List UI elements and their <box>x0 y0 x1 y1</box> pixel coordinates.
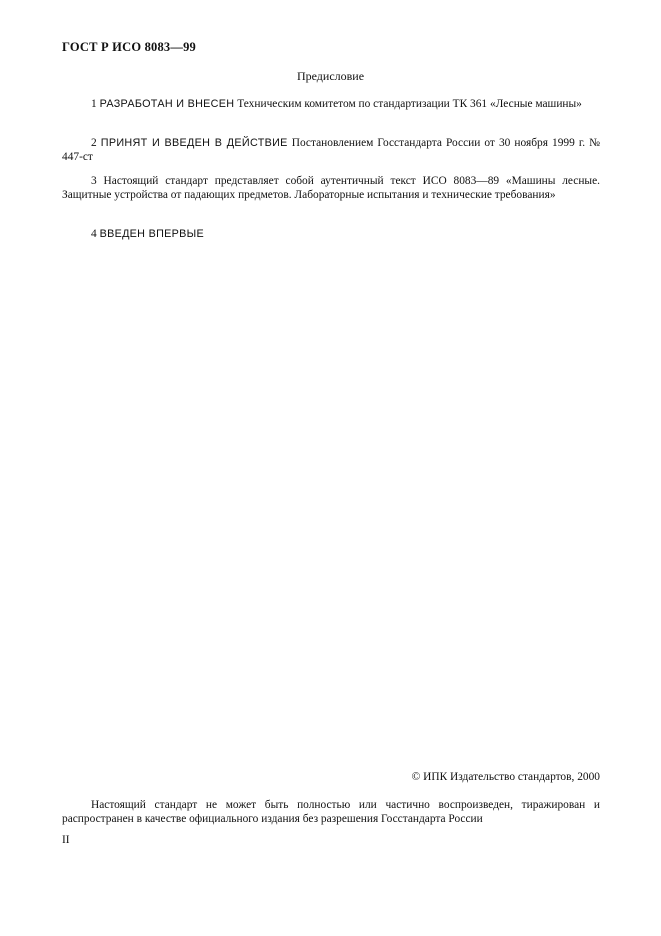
preface-title: Предисловие <box>296 69 365 83</box>
item-number: 2 <box>91 137 97 149</box>
item-caps-heading: ПРИНЯТ И ВВЕДЕН В ДЕЙСТВИЕ <box>100 137 288 149</box>
item-number: 3 <box>91 175 97 187</box>
item-text: Постановлением Госстандарта России от 30 ноября 1999 г. № 447-ст <box>62 137 600 163</box>
item-number: 1 <box>91 98 97 110</box>
item-caps-heading: ВВЕДЕН ВПЕРВЫЕ <box>99 228 205 240</box>
item-number: 4 <box>91 228 97 240</box>
item-text: Техническим комитетом по стандартизации ТК 361 «Лесные машины» <box>237 98 582 110</box>
document-header: ГОСТ Р ИСО 8083—99 <box>62 40 196 54</box>
preface-item-3 <box>62 174 600 202</box>
preface-item-2 <box>62 136 600 164</box>
item-text: Настоящий стандарт представляет собой аутентичный текст ИСО 8083—89 «Машины лесные. Защитные устройства от падающих предметов. Лабораторные испытания и технические требования» <box>62 175 600 201</box>
item-caps-heading: РАЗРАБОТАН И ВНЕСЕН <box>99 98 235 110</box>
page-number: II <box>62 834 70 846</box>
reproduction-notice: Настоящий стандарт не может быть полностью или частично воспроизведен, тиражирован и распространен в качестве официального издания без разрешения Госстандарта России <box>62 799 600 825</box>
preface-item-1 <box>62 97 600 111</box>
preface-item-4 <box>62 227 600 241</box>
copyright-line: © ИПК Издательство стандартов, 2000 <box>411 771 600 783</box>
